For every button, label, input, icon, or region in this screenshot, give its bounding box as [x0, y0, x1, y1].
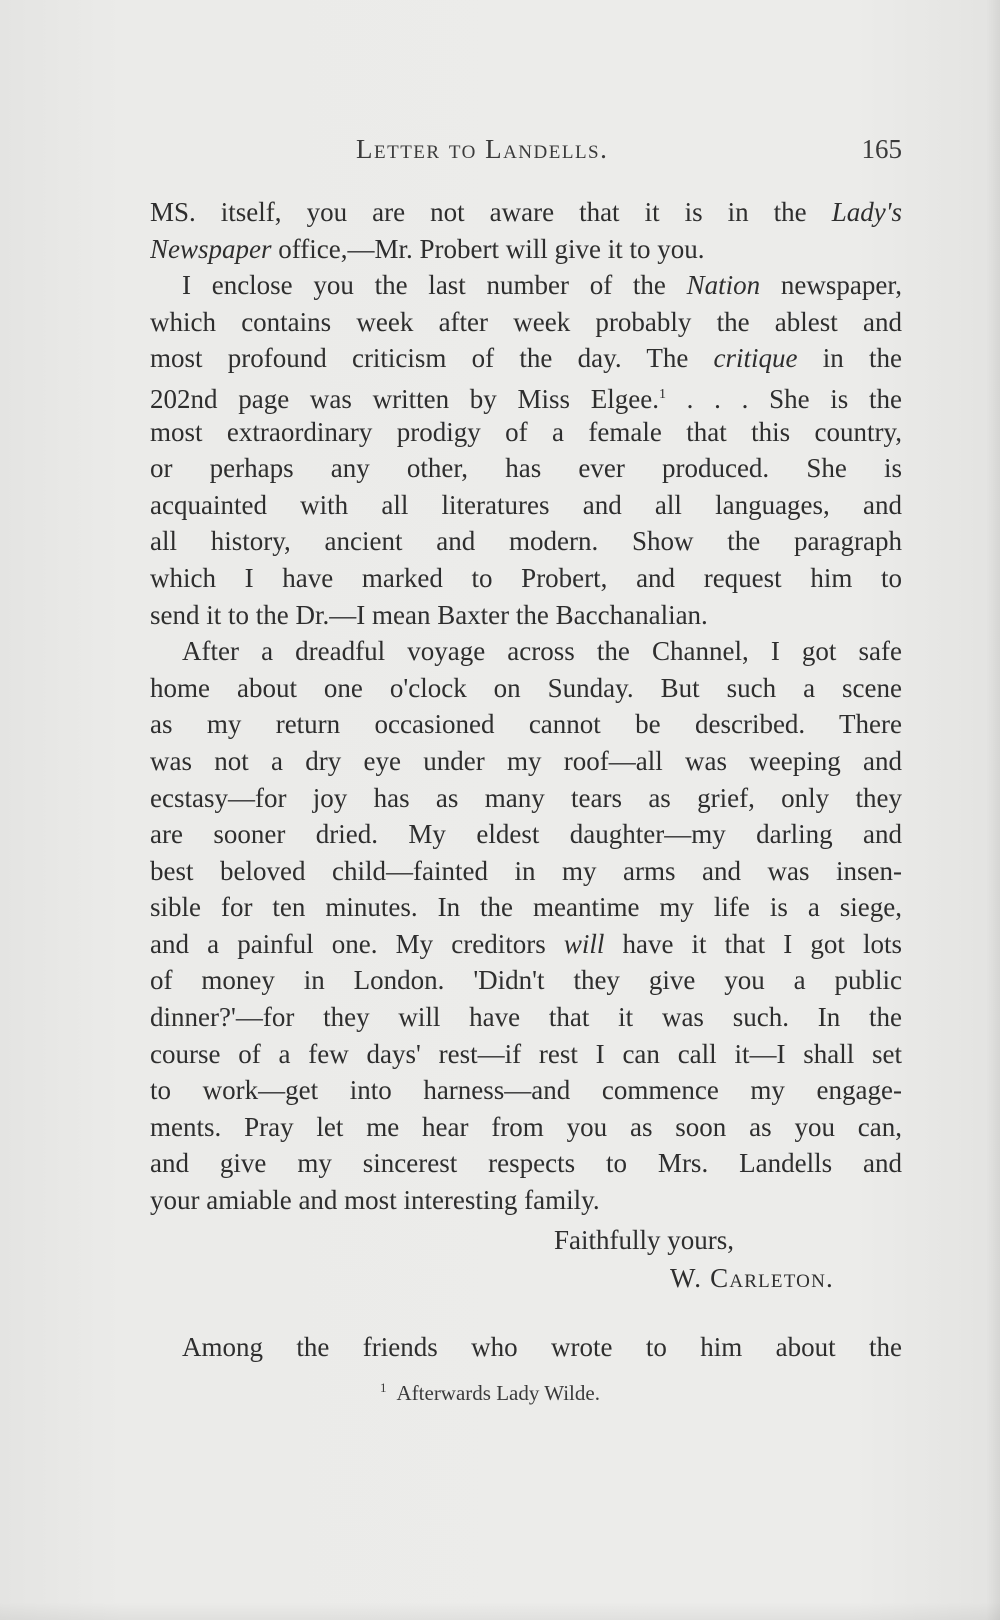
text-line	[150, 1072, 902, 1109]
text-line	[150, 597, 902, 634]
letter-body	[150, 194, 902, 1219]
footnote-reference: 1	[658, 386, 666, 402]
text-run: sible for ten minutes. In the meantime my life is a siege,	[150, 892, 902, 923]
text-line	[150, 743, 902, 780]
page-gutter-shadow	[986, 0, 1000, 1620]
text-run: most profound criticism of the day. The	[150, 343, 714, 374]
text-line	[150, 1182, 902, 1219]
text-line	[150, 816, 902, 853]
text-run: . . . She is the	[665, 383, 902, 414]
italic-run: Lady's	[831, 197, 902, 227]
text-run: best beloved child—fainted in my arms and was insen-	[150, 855, 902, 886]
text-line	[150, 267, 902, 304]
text-run: 202nd page was written by Miss Elgee.	[150, 383, 659, 414]
text-run: MS. itself, you are not aware that it is in the	[150, 197, 832, 227]
text-line	[150, 670, 902, 707]
text-line	[150, 889, 902, 926]
text-line	[150, 706, 902, 743]
text-line	[150, 633, 902, 670]
text-run: to work—get into harness—and commence my engage-	[150, 1075, 902, 1106]
text-run: have it that I got lots	[604, 928, 902, 959]
page-number: 165	[861, 134, 902, 164]
signature: W. Carleton.	[670, 1263, 834, 1293]
text-line	[150, 1109, 902, 1146]
paragraph	[150, 633, 902, 1219]
text-run: all history, ancient and modern. Show the paragraph	[150, 526, 902, 557]
text-run: most extraordinary prodigy of a female that this country,	[150, 416, 902, 447]
text-run: your amiable and most interesting family.	[150, 1185, 600, 1216]
continuation-paragraph	[150, 1329, 902, 1366]
text-line	[150, 780, 902, 817]
text-run: which contains week after week probably the ablest and	[150, 306, 902, 337]
text-line	[150, 377, 902, 414]
text-run: office,—Mr. Probert will give it to you.	[271, 233, 705, 264]
italic-run: Newspaper	[150, 233, 272, 264]
text-run: in the	[797, 343, 902, 374]
text-run: ecstasy—for joy has as many tears as grief, only they	[150, 782, 902, 813]
text-run: of money in London. 'Didn't they give you a public	[150, 965, 902, 996]
footnote-text: Afterwards Lady Wilde.	[396, 1381, 600, 1405]
footnote	[380, 1380, 600, 1406]
text-line	[150, 1036, 902, 1073]
text-run: as my return occasioned cannot be described. There	[150, 709, 902, 740]
italic-run: will	[563, 928, 605, 959]
text-run: and give my sincerest respects to Mrs. Landells and	[150, 1148, 902, 1179]
text-line	[150, 523, 902, 560]
text-run: After a dreadful voyage across the Channel, I got safe	[182, 636, 902, 667]
text-run: which I have marked to Probert, and request him to	[150, 562, 902, 593]
text-run: are sooner dried. My eldest daughter—my darling and	[150, 819, 902, 850]
text-run: ments. Pray let me hear from you as soon as you can,	[150, 1111, 902, 1142]
text-run: was not a dry eye under my roof—all was weeping and	[150, 745, 902, 776]
text-line	[150, 194, 902, 231]
text-line	[150, 304, 902, 341]
continuation-line: Among the friends who wrote to him about the	[182, 1332, 902, 1362]
paragraph	[150, 194, 902, 267]
text-run: I enclose you the last number of the	[182, 270, 687, 301]
text-run: and a painful one. My creditors	[150, 928, 564, 959]
text-run: course of a few days' rest—if rest I can call it—I shall set	[150, 1038, 902, 1069]
text-run: newspaper,	[760, 270, 902, 301]
text-line	[150, 999, 902, 1036]
running-head	[150, 134, 902, 174]
closing-salutation: Faithfully yours,	[554, 1225, 734, 1255]
text-line	[150, 1145, 902, 1182]
text-run: acquainted with all literatures and all languages, and	[150, 489, 902, 520]
text-line	[150, 926, 902, 963]
text-run: home about one o'clock on Sunday. But such a scene	[150, 672, 902, 703]
text-line	[150, 560, 902, 597]
text-line	[150, 487, 902, 524]
text-line	[150, 450, 902, 487]
text-line	[150, 340, 902, 377]
text-line	[150, 414, 902, 451]
text-line	[150, 962, 902, 999]
text-line	[150, 231, 902, 268]
text-run: or perhaps any other, has ever produced. She is	[150, 453, 902, 484]
text-run: dinner?'—for they will have that it was such. In the	[150, 1002, 902, 1033]
italic-run: critique	[713, 343, 798, 374]
text-run: send it to the Dr.—I mean Baxter the Bacchanalian.	[150, 599, 708, 630]
paragraph	[150, 267, 902, 633]
footnote-mark: 1	[380, 1380, 387, 1395]
text-line	[150, 853, 902, 890]
running-title: Letter to Landells.	[356, 134, 609, 164]
italic-run: Nation	[686, 270, 761, 301]
page-bottom-edge	[0, 1602, 1000, 1620]
